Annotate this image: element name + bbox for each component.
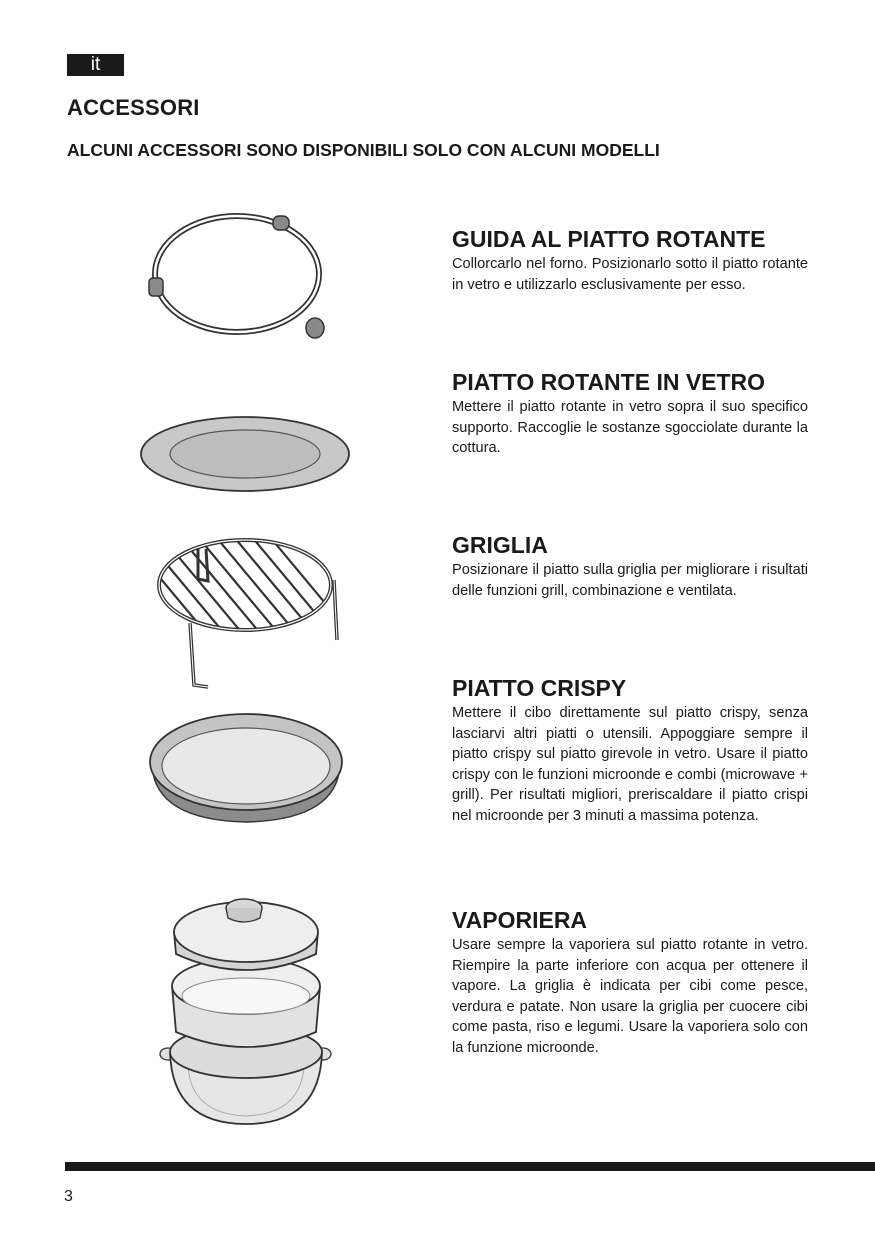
language-tag: it	[67, 54, 124, 76]
item-description: Mettere il cibo direttamente sul piatto crispy, senza lasciarvi altri piatti o utensili. Appoggiare sempre il piatto crispy sul piatto girevole in vetro. Usare il piatto crispy con le funzioni microonde e combi (microwave + grill). Per risultati migliori, preriscaldare il piatto crispi nel microonde per 3 minuti a massima potenza.	[452, 705, 808, 824]
item-title: VAPORIERA	[452, 907, 588, 933]
item-title: PIATTO CRISPY	[452, 675, 627, 701]
crisp-plate-icon	[146, 710, 346, 825]
turntable-support-ring-icon	[145, 212, 335, 342]
item-steamer	[452, 907, 808, 1059]
item-title: GUIDA AL PIATTO ROTANTE	[452, 226, 766, 252]
item-grill-rack	[452, 532, 808, 601]
footer-divider	[65, 1162, 875, 1171]
item-description: Posizionare il piatto sulla griglia per migliorare i risultati delle funzioni grill, combinazione e ventilata.	[452, 562, 808, 599]
steamer-icon	[158, 892, 333, 1127]
item-description: Mettere il piatto rotante in vetro sopra il suo specifico supporto. Raccoglie le sostanze sgocciolate durante la cottura.	[452, 399, 808, 457]
item-description: Usare sempre la vaporiera sul piatto rotante in vetro. Riempire la parte inferiore con acqua per ottenere il vapore. La griglia è indicata per cibi come pesce, verdura e patate. Non usare la griglia per cuocere cibi come pasta, riso e legumi. Usare la vaporiera solo con la funzione microonde.	[452, 937, 808, 1056]
item-title: PIATTO ROTANTE IN VETRO	[452, 369, 766, 395]
item-title: GRIGLIA	[452, 532, 548, 558]
page-subtitle: ALCUNI ACCESSORI SONO DISPONIBILI SOLO CON ALCUNI MODELLI	[67, 140, 660, 160]
page-number: 3	[64, 1188, 73, 1205]
page-title: ACCESSORI	[67, 95, 200, 120]
item-glass-turntable	[452, 369, 808, 459]
wire-rack-icon	[150, 535, 350, 690]
glass-turntable-icon	[138, 414, 353, 494]
item-turntable-support	[452, 226, 808, 295]
item-crispy-plate	[452, 675, 808, 827]
item-description: Collorcarlo nel forno. Posizionarlo sotto il piatto rotante in vetro e utilizzarlo esclusivamente per esso.	[452, 256, 808, 293]
